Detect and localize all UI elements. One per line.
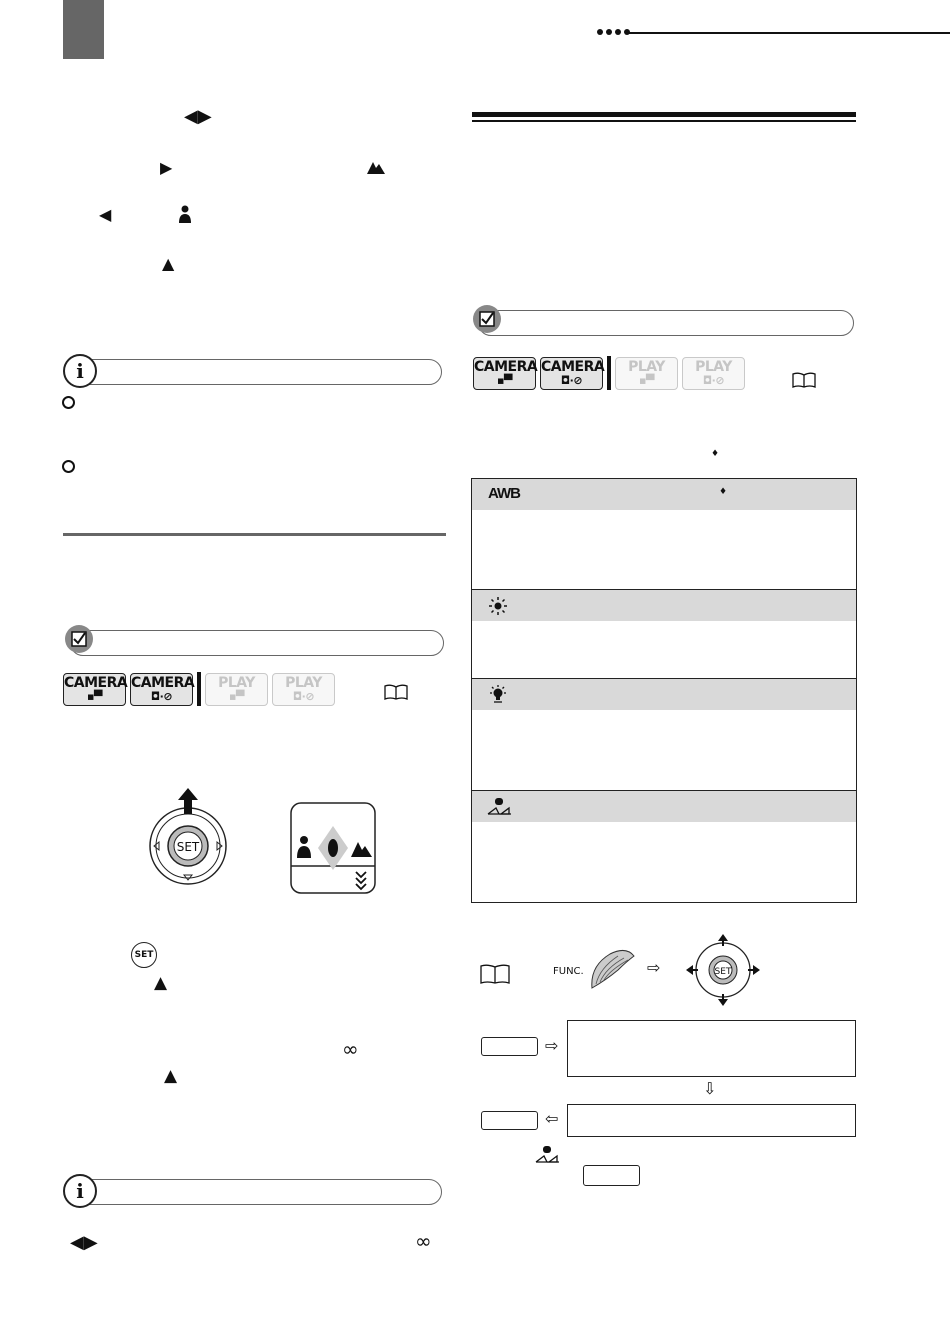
mode-play-photo: PLAY ◘·⊘ [682, 357, 745, 390]
infinity-icon: ∞ [415, 1229, 432, 1253]
table-header-custom [472, 791, 856, 822]
mountain-icon [367, 160, 385, 174]
table-header-tungsten [472, 679, 856, 710]
right-arrow-icon: ▶ [160, 158, 173, 177]
sun-icon [489, 597, 507, 615]
mode-play-photo: PLAY ◘·⊘ [272, 673, 335, 706]
table-header-auto [472, 479, 856, 510]
up-arrow-icon: ▲ [164, 1066, 178, 1086]
check-bar [70, 630, 444, 656]
page-tab-marker [63, 0, 104, 59]
menu-button-placeholder [481, 1111, 538, 1130]
checkbox-icon [473, 305, 501, 333]
checkbox-icon [65, 625, 93, 653]
info-icon: i [63, 1174, 97, 1208]
mode-camera-movie: CAMERA ▪▀ [63, 673, 126, 706]
awb-icon: AWB [488, 485, 520, 502]
header-rule [629, 32, 950, 34]
info-bar [70, 1179, 442, 1205]
svg-text:SET: SET [714, 967, 732, 977]
flow-step-box [567, 1020, 856, 1077]
mode-play-movie: PLAY ▪▀ [615, 357, 678, 390]
title-rule [472, 112, 856, 117]
mode-camera-photo: CAMERA ◘·⊘ [540, 357, 603, 390]
title-rule-thin [472, 120, 856, 122]
mode-camera-movie: CAMERA ▪▀ [473, 357, 536, 390]
arrow-left-icon: ⇦ [545, 1109, 559, 1128]
joystick-illustration [148, 788, 230, 888]
left-right-arrows-icon: ◀▶ [184, 106, 212, 127]
info-icon: i [63, 354, 97, 388]
menu-button-placeholder [481, 1037, 538, 1056]
mode-play-movie: PLAY ▪▀ [205, 673, 268, 706]
table-header-daylight [472, 590, 856, 621]
infinity-icon: ∞ [342, 1037, 359, 1061]
section-dots [597, 29, 630, 35]
custom-wb-icon [487, 797, 513, 817]
arrow-right-icon: ⇨ [545, 1036, 559, 1055]
func-label: FUNC. [553, 966, 584, 977]
arrow-right-icon: ⇨ [647, 958, 661, 977]
white-balance-table [471, 478, 857, 903]
info-bar [70, 359, 442, 385]
footnote-diamond: ♦ [711, 449, 720, 459]
func-button-icon [588, 948, 636, 990]
arrow-down-icon: ⇩ [703, 1079, 717, 1098]
book-icon [792, 372, 816, 388]
bullet [62, 460, 75, 473]
custom-wb-icon [535, 1145, 561, 1165]
left-arrow-icon: ◀ [99, 205, 112, 224]
mode-button-row [63, 672, 335, 706]
check-bar [478, 310, 854, 336]
svg-text:SET: SET [176, 840, 200, 854]
mode-separator [197, 672, 201, 706]
bullet [62, 396, 75, 409]
book-icon [384, 684, 408, 700]
left-right-arrows-icon: ◀▶ [70, 1232, 98, 1253]
set-button-icon: SET [131, 942, 157, 968]
mode-separator [607, 356, 611, 390]
flow-step-box [567, 1104, 856, 1137]
footnote-diamond: ♦ [719, 487, 728, 497]
mode-camera-photo: CAMERA ◘·⊘ [130, 673, 193, 706]
up-arrow-icon: ▲ [162, 254, 175, 273]
person-icon [178, 205, 192, 223]
menu-button-placeholder [583, 1165, 640, 1186]
section-rule [63, 533, 446, 536]
bulb-icon [488, 685, 508, 705]
focus-display-illustration [290, 802, 376, 894]
book-icon [480, 964, 510, 984]
up-arrow-icon: ▲ [154, 973, 168, 993]
mode-button-row [473, 356, 745, 390]
joystick-small-icon [686, 934, 760, 1006]
